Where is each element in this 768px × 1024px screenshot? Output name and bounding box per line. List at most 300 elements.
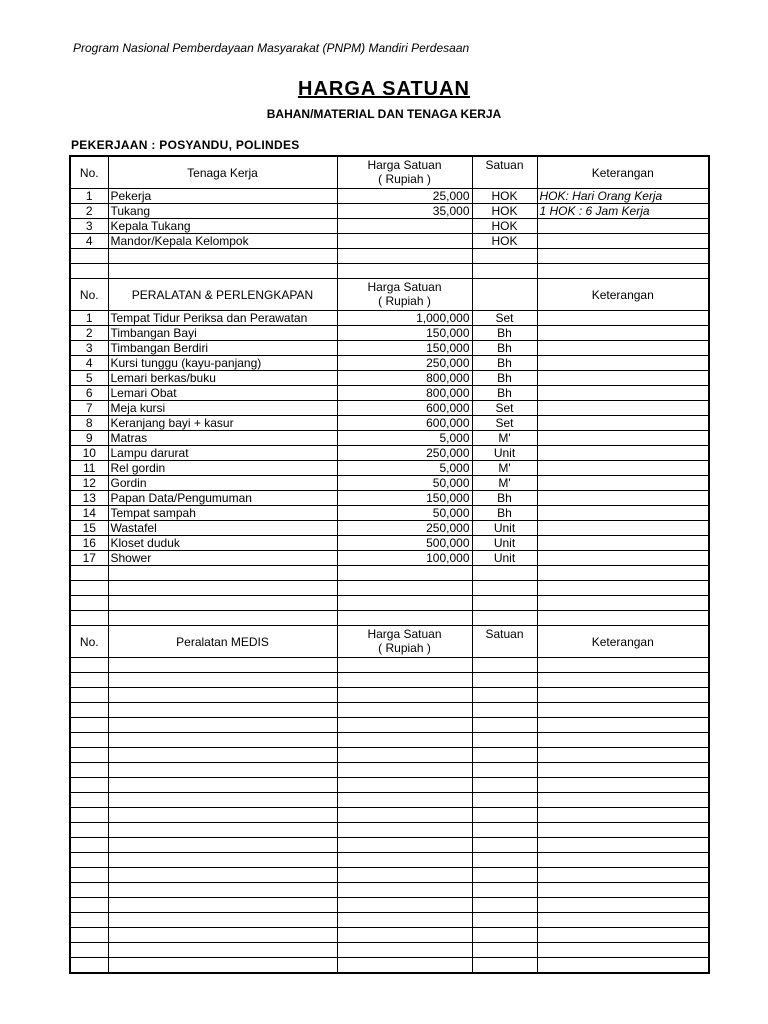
row-item xyxy=(108,763,337,778)
row-price xyxy=(337,264,472,279)
row-note xyxy=(537,234,709,249)
row-unit: HOK xyxy=(472,234,537,249)
empty-row xyxy=(70,958,709,974)
row-no xyxy=(70,264,108,279)
row-note xyxy=(537,913,709,928)
row-item xyxy=(108,596,337,611)
row-price xyxy=(337,718,472,733)
row-unit xyxy=(472,658,537,673)
row-price: 35,000 xyxy=(337,204,472,219)
row-price xyxy=(337,566,472,581)
row-price: 250,000 xyxy=(337,521,472,536)
empty-row xyxy=(70,733,709,748)
table-row xyxy=(70,401,709,416)
row-price xyxy=(337,611,472,626)
row-note xyxy=(537,264,709,279)
row-item: Matras xyxy=(108,431,337,446)
row-price xyxy=(337,883,472,898)
col-header-price-line2: ( Rupiah ) xyxy=(378,294,431,308)
row-item: Gordin xyxy=(108,476,337,491)
row-item: Timbangan Bayi xyxy=(108,326,337,341)
table-row xyxy=(70,536,709,551)
row-note xyxy=(537,733,709,748)
row-note xyxy=(537,536,709,551)
row-item xyxy=(108,928,337,943)
col-header-price-line1: Harga Satuan xyxy=(367,627,442,641)
program-header: Program Nasional Pemberdayaan Masyarakat (PNPM) Mandiri Perdesaan xyxy=(73,41,470,55)
row-unit: HOK xyxy=(472,204,537,219)
row-no xyxy=(70,928,108,943)
row-item xyxy=(108,958,337,974)
row-no: 4 xyxy=(70,356,108,371)
row-unit: Bh xyxy=(472,341,537,356)
row-note xyxy=(537,823,709,838)
row-no: 7 xyxy=(70,401,108,416)
row-note xyxy=(537,838,709,853)
row-price xyxy=(337,763,472,778)
empty-row xyxy=(70,853,709,868)
row-no xyxy=(70,763,108,778)
empty-row xyxy=(70,748,709,763)
row-note xyxy=(537,958,709,974)
row-unit xyxy=(472,958,537,974)
table-row xyxy=(70,521,709,536)
row-no: 3 xyxy=(70,341,108,356)
row-price xyxy=(337,581,472,596)
row-price: 25,000 xyxy=(337,189,472,204)
row-item xyxy=(108,733,337,748)
table-row xyxy=(70,416,709,431)
row-price: 150,000 xyxy=(337,491,472,506)
row-price xyxy=(337,868,472,883)
empty-row xyxy=(70,913,709,928)
row-price xyxy=(337,249,472,264)
row-item xyxy=(108,703,337,718)
col-header-note: Keterangan xyxy=(537,279,709,311)
col-header-price-line1: Harga Satuan xyxy=(367,158,442,172)
col-header-no: No. xyxy=(70,626,108,658)
row-price xyxy=(337,234,472,249)
row-no xyxy=(70,688,108,703)
row-unit xyxy=(472,883,537,898)
col-header-item: Peralatan MEDIS xyxy=(108,626,337,658)
row-unit: M' xyxy=(472,431,537,446)
row-no: 1 xyxy=(70,311,108,326)
row-item: Lemari Obat xyxy=(108,386,337,401)
row-item: Lampu darurat xyxy=(108,446,337,461)
table-row xyxy=(70,219,709,234)
row-price xyxy=(337,898,472,913)
row-no xyxy=(70,596,108,611)
row-item xyxy=(108,748,337,763)
medical-header-row xyxy=(70,626,709,658)
table-row xyxy=(70,491,709,506)
empty-row xyxy=(70,688,709,703)
empty-row xyxy=(70,249,709,264)
row-unit: Unit xyxy=(472,521,537,536)
row-item xyxy=(108,264,337,279)
table-row xyxy=(70,476,709,491)
row-price: 150,000 xyxy=(337,326,472,341)
row-unit: Bh xyxy=(472,491,537,506)
empty-row xyxy=(70,611,709,626)
row-note xyxy=(537,793,709,808)
row-note xyxy=(537,763,709,778)
row-item xyxy=(108,823,337,838)
row-item: Tempat sampah xyxy=(108,506,337,521)
row-no xyxy=(70,913,108,928)
row-item: Pekerja xyxy=(108,189,337,204)
row-unit xyxy=(472,264,537,279)
empty-row xyxy=(70,658,709,673)
page-subtitle: BAHAN/MATERIAL DAN TENAGA KERJA xyxy=(266,107,502,121)
row-item xyxy=(108,808,337,823)
empty-row xyxy=(70,703,709,718)
row-price: 250,000 xyxy=(337,356,472,371)
price-table xyxy=(69,155,710,974)
row-note xyxy=(537,446,709,461)
row-unit: Set xyxy=(472,401,537,416)
col-header-item: PERALATAN & PERLENGKAPAN xyxy=(108,279,337,311)
col-header-unit: Satuan xyxy=(472,156,537,189)
col-header-note: Keterangan xyxy=(537,156,709,189)
row-no: 6 xyxy=(70,386,108,401)
table-row xyxy=(70,234,709,249)
table-row xyxy=(70,311,709,326)
row-item xyxy=(108,673,337,688)
row-note xyxy=(537,853,709,868)
row-item xyxy=(108,566,337,581)
row-item xyxy=(108,913,337,928)
row-unit xyxy=(472,793,537,808)
row-price: 250,000 xyxy=(337,446,472,461)
row-note xyxy=(537,658,709,673)
row-item xyxy=(108,249,337,264)
col-header-price xyxy=(337,156,472,189)
row-unit xyxy=(472,853,537,868)
col-header-price-line1: Harga Satuan xyxy=(367,280,442,294)
row-note xyxy=(537,611,709,626)
row-unit xyxy=(472,898,537,913)
row-no: 5 xyxy=(70,371,108,386)
row-unit: Bh xyxy=(472,326,537,341)
row-no: 2 xyxy=(70,326,108,341)
table-row xyxy=(70,371,709,386)
col-header-price xyxy=(337,626,472,658)
row-no xyxy=(70,581,108,596)
col-header-no: No. xyxy=(70,279,108,311)
row-note xyxy=(537,778,709,793)
row-no: 10 xyxy=(70,446,108,461)
row-no xyxy=(70,793,108,808)
row-no xyxy=(70,808,108,823)
row-unit: M' xyxy=(472,461,537,476)
row-no xyxy=(70,868,108,883)
row-unit xyxy=(472,868,537,883)
table-row xyxy=(70,326,709,341)
row-no xyxy=(70,853,108,868)
empty-row xyxy=(70,868,709,883)
row-no: 2 xyxy=(70,204,108,219)
empty-row xyxy=(70,898,709,913)
row-item xyxy=(108,718,337,733)
row-item: Papan Data/Pengumuman xyxy=(108,491,337,506)
row-unit xyxy=(472,838,537,853)
row-item: Kloset duduk xyxy=(108,536,337,551)
table-row xyxy=(70,551,709,566)
row-unit xyxy=(472,688,537,703)
row-no xyxy=(70,703,108,718)
row-unit xyxy=(472,763,537,778)
empty-row xyxy=(70,793,709,808)
row-note xyxy=(537,249,709,264)
row-unit: Unit xyxy=(472,536,537,551)
row-no: 16 xyxy=(70,536,108,551)
row-no xyxy=(70,898,108,913)
empty-row xyxy=(70,596,709,611)
row-unit xyxy=(472,913,537,928)
row-unit: Set xyxy=(472,416,537,431)
row-price: 100,000 xyxy=(337,551,472,566)
col-header-note: Keterangan xyxy=(537,626,709,658)
project-label: PEKERJAAN : POSYANDU, POLINDES xyxy=(71,138,300,152)
row-item xyxy=(108,943,337,958)
table-row xyxy=(70,356,709,371)
row-price xyxy=(337,733,472,748)
row-price xyxy=(337,943,472,958)
row-item: Tukang xyxy=(108,204,337,219)
row-price: 5,000 xyxy=(337,461,472,476)
empty-row xyxy=(70,763,709,778)
row-note xyxy=(537,461,709,476)
col-header-price-line2: ( Rupiah ) xyxy=(378,641,431,655)
row-note xyxy=(537,401,709,416)
row-unit xyxy=(472,823,537,838)
row-note xyxy=(537,673,709,688)
row-unit xyxy=(472,249,537,264)
empty-row xyxy=(70,883,709,898)
row-unit xyxy=(472,733,537,748)
row-price xyxy=(337,688,472,703)
row-no xyxy=(70,718,108,733)
row-unit xyxy=(472,703,537,718)
row-note xyxy=(537,928,709,943)
row-item xyxy=(108,778,337,793)
row-no: 15 xyxy=(70,521,108,536)
row-item xyxy=(108,611,337,626)
row-price xyxy=(337,928,472,943)
row-note: 1 HOK : 6 Jam Kerja xyxy=(537,204,709,219)
row-note xyxy=(537,356,709,371)
row-unit: Unit xyxy=(472,446,537,461)
empty-row xyxy=(70,943,709,958)
row-unit xyxy=(472,748,537,763)
row-unit: Bh xyxy=(472,356,537,371)
row-note xyxy=(537,566,709,581)
row-price: 150,000 xyxy=(337,341,472,356)
empty-row xyxy=(70,264,709,279)
row-price xyxy=(337,913,472,928)
row-note xyxy=(537,386,709,401)
row-no xyxy=(70,823,108,838)
empty-row xyxy=(70,928,709,943)
row-note xyxy=(537,943,709,958)
row-note xyxy=(537,883,709,898)
row-no xyxy=(70,943,108,958)
row-price xyxy=(337,219,472,234)
row-unit xyxy=(472,928,537,943)
row-price xyxy=(337,838,472,853)
row-no xyxy=(70,883,108,898)
row-price: 800,000 xyxy=(337,371,472,386)
empty-row xyxy=(70,823,709,838)
table-row xyxy=(70,461,709,476)
row-note xyxy=(537,326,709,341)
row-no xyxy=(70,249,108,264)
row-price: 600,000 xyxy=(337,401,472,416)
row-note xyxy=(537,491,709,506)
table-row xyxy=(70,189,709,204)
price-table-body xyxy=(70,156,709,973)
row-unit xyxy=(472,778,537,793)
row-note xyxy=(537,476,709,491)
row-price: 1,000,000 xyxy=(337,311,472,326)
row-price: 5,000 xyxy=(337,431,472,446)
row-item: Keranjang bayi + kasur xyxy=(108,416,337,431)
row-item: Shower xyxy=(108,551,337,566)
empty-row xyxy=(70,808,709,823)
row-price xyxy=(337,748,472,763)
row-price: 800,000 xyxy=(337,386,472,401)
row-no: 13 xyxy=(70,491,108,506)
col-header-unit: Satuan xyxy=(472,626,537,658)
col-header-price-line2: ( Rupiah ) xyxy=(378,172,431,186)
row-price xyxy=(337,703,472,718)
row-price xyxy=(337,778,472,793)
row-note xyxy=(537,808,709,823)
row-note xyxy=(537,341,709,356)
row-note xyxy=(537,596,709,611)
row-note xyxy=(537,506,709,521)
table-row xyxy=(70,431,709,446)
row-unit: Unit xyxy=(472,551,537,566)
row-item: Wastafel xyxy=(108,521,337,536)
row-no: 1 xyxy=(70,189,108,204)
row-price xyxy=(337,808,472,823)
row-unit xyxy=(472,581,537,596)
page-title: HARGA SATUAN xyxy=(298,78,470,100)
row-price xyxy=(337,596,472,611)
row-item: Mandor/Kepala Kelompok xyxy=(108,234,337,249)
row-item: Kursi tunggu (kayu-panjang) xyxy=(108,356,337,371)
row-no: 8 xyxy=(70,416,108,431)
row-note xyxy=(537,868,709,883)
row-unit: Bh xyxy=(472,506,537,521)
row-no xyxy=(70,566,108,581)
empty-row xyxy=(70,778,709,793)
table-row xyxy=(70,341,709,356)
row-unit: Bh xyxy=(472,386,537,401)
row-note xyxy=(537,416,709,431)
row-price xyxy=(337,658,472,673)
row-no xyxy=(70,958,108,974)
row-item: Meja kursi xyxy=(108,401,337,416)
table-row xyxy=(70,446,709,461)
row-no: 9 xyxy=(70,431,108,446)
labor-header-row xyxy=(70,156,709,189)
table-row xyxy=(70,386,709,401)
row-unit: Bh xyxy=(472,371,537,386)
row-unit xyxy=(472,611,537,626)
row-item: Kepala Tukang xyxy=(108,219,337,234)
row-price: 50,000 xyxy=(337,476,472,491)
empty-row xyxy=(70,581,709,596)
row-note xyxy=(537,748,709,763)
row-price xyxy=(337,793,472,808)
row-no xyxy=(70,673,108,688)
row-note xyxy=(537,718,709,733)
row-no: 4 xyxy=(70,234,108,249)
table-row xyxy=(70,204,709,219)
row-item xyxy=(108,868,337,883)
row-note xyxy=(537,311,709,326)
equipment-header-row xyxy=(70,279,709,311)
row-no: 11 xyxy=(70,461,108,476)
row-unit: Set xyxy=(472,311,537,326)
table-row xyxy=(70,506,709,521)
row-price xyxy=(337,673,472,688)
row-no xyxy=(70,748,108,763)
row-price xyxy=(337,823,472,838)
row-unit xyxy=(472,566,537,581)
row-no xyxy=(70,778,108,793)
col-header-no: No. xyxy=(70,156,108,189)
row-no xyxy=(70,838,108,853)
row-note: HOK: Hari Orang Kerja xyxy=(537,189,709,204)
row-note xyxy=(537,219,709,234)
row-no xyxy=(70,733,108,748)
row-note xyxy=(537,688,709,703)
row-unit xyxy=(472,596,537,611)
row-unit: HOK xyxy=(472,189,537,204)
row-item: Rel gordin xyxy=(108,461,337,476)
col-header-item: Tenaga Kerja xyxy=(108,156,337,189)
row-item xyxy=(108,793,337,808)
row-price xyxy=(337,853,472,868)
row-item xyxy=(108,581,337,596)
empty-row xyxy=(70,673,709,688)
row-note xyxy=(537,551,709,566)
row-note xyxy=(537,431,709,446)
row-note xyxy=(537,703,709,718)
row-item xyxy=(108,688,337,703)
row-price: 600,000 xyxy=(337,416,472,431)
row-unit xyxy=(472,673,537,688)
row-note xyxy=(537,371,709,386)
row-item: Tempat Tidur Periksa dan Perawatan xyxy=(108,311,337,326)
row-item xyxy=(108,853,337,868)
row-no: 17 xyxy=(70,551,108,566)
row-no: 14 xyxy=(70,506,108,521)
row-no: 3 xyxy=(70,219,108,234)
row-price: 500,000 xyxy=(337,536,472,551)
row-price: 50,000 xyxy=(337,506,472,521)
row-unit xyxy=(472,718,537,733)
row-item xyxy=(108,838,337,853)
row-item xyxy=(108,658,337,673)
row-no: 12 xyxy=(70,476,108,491)
row-price xyxy=(337,958,472,974)
